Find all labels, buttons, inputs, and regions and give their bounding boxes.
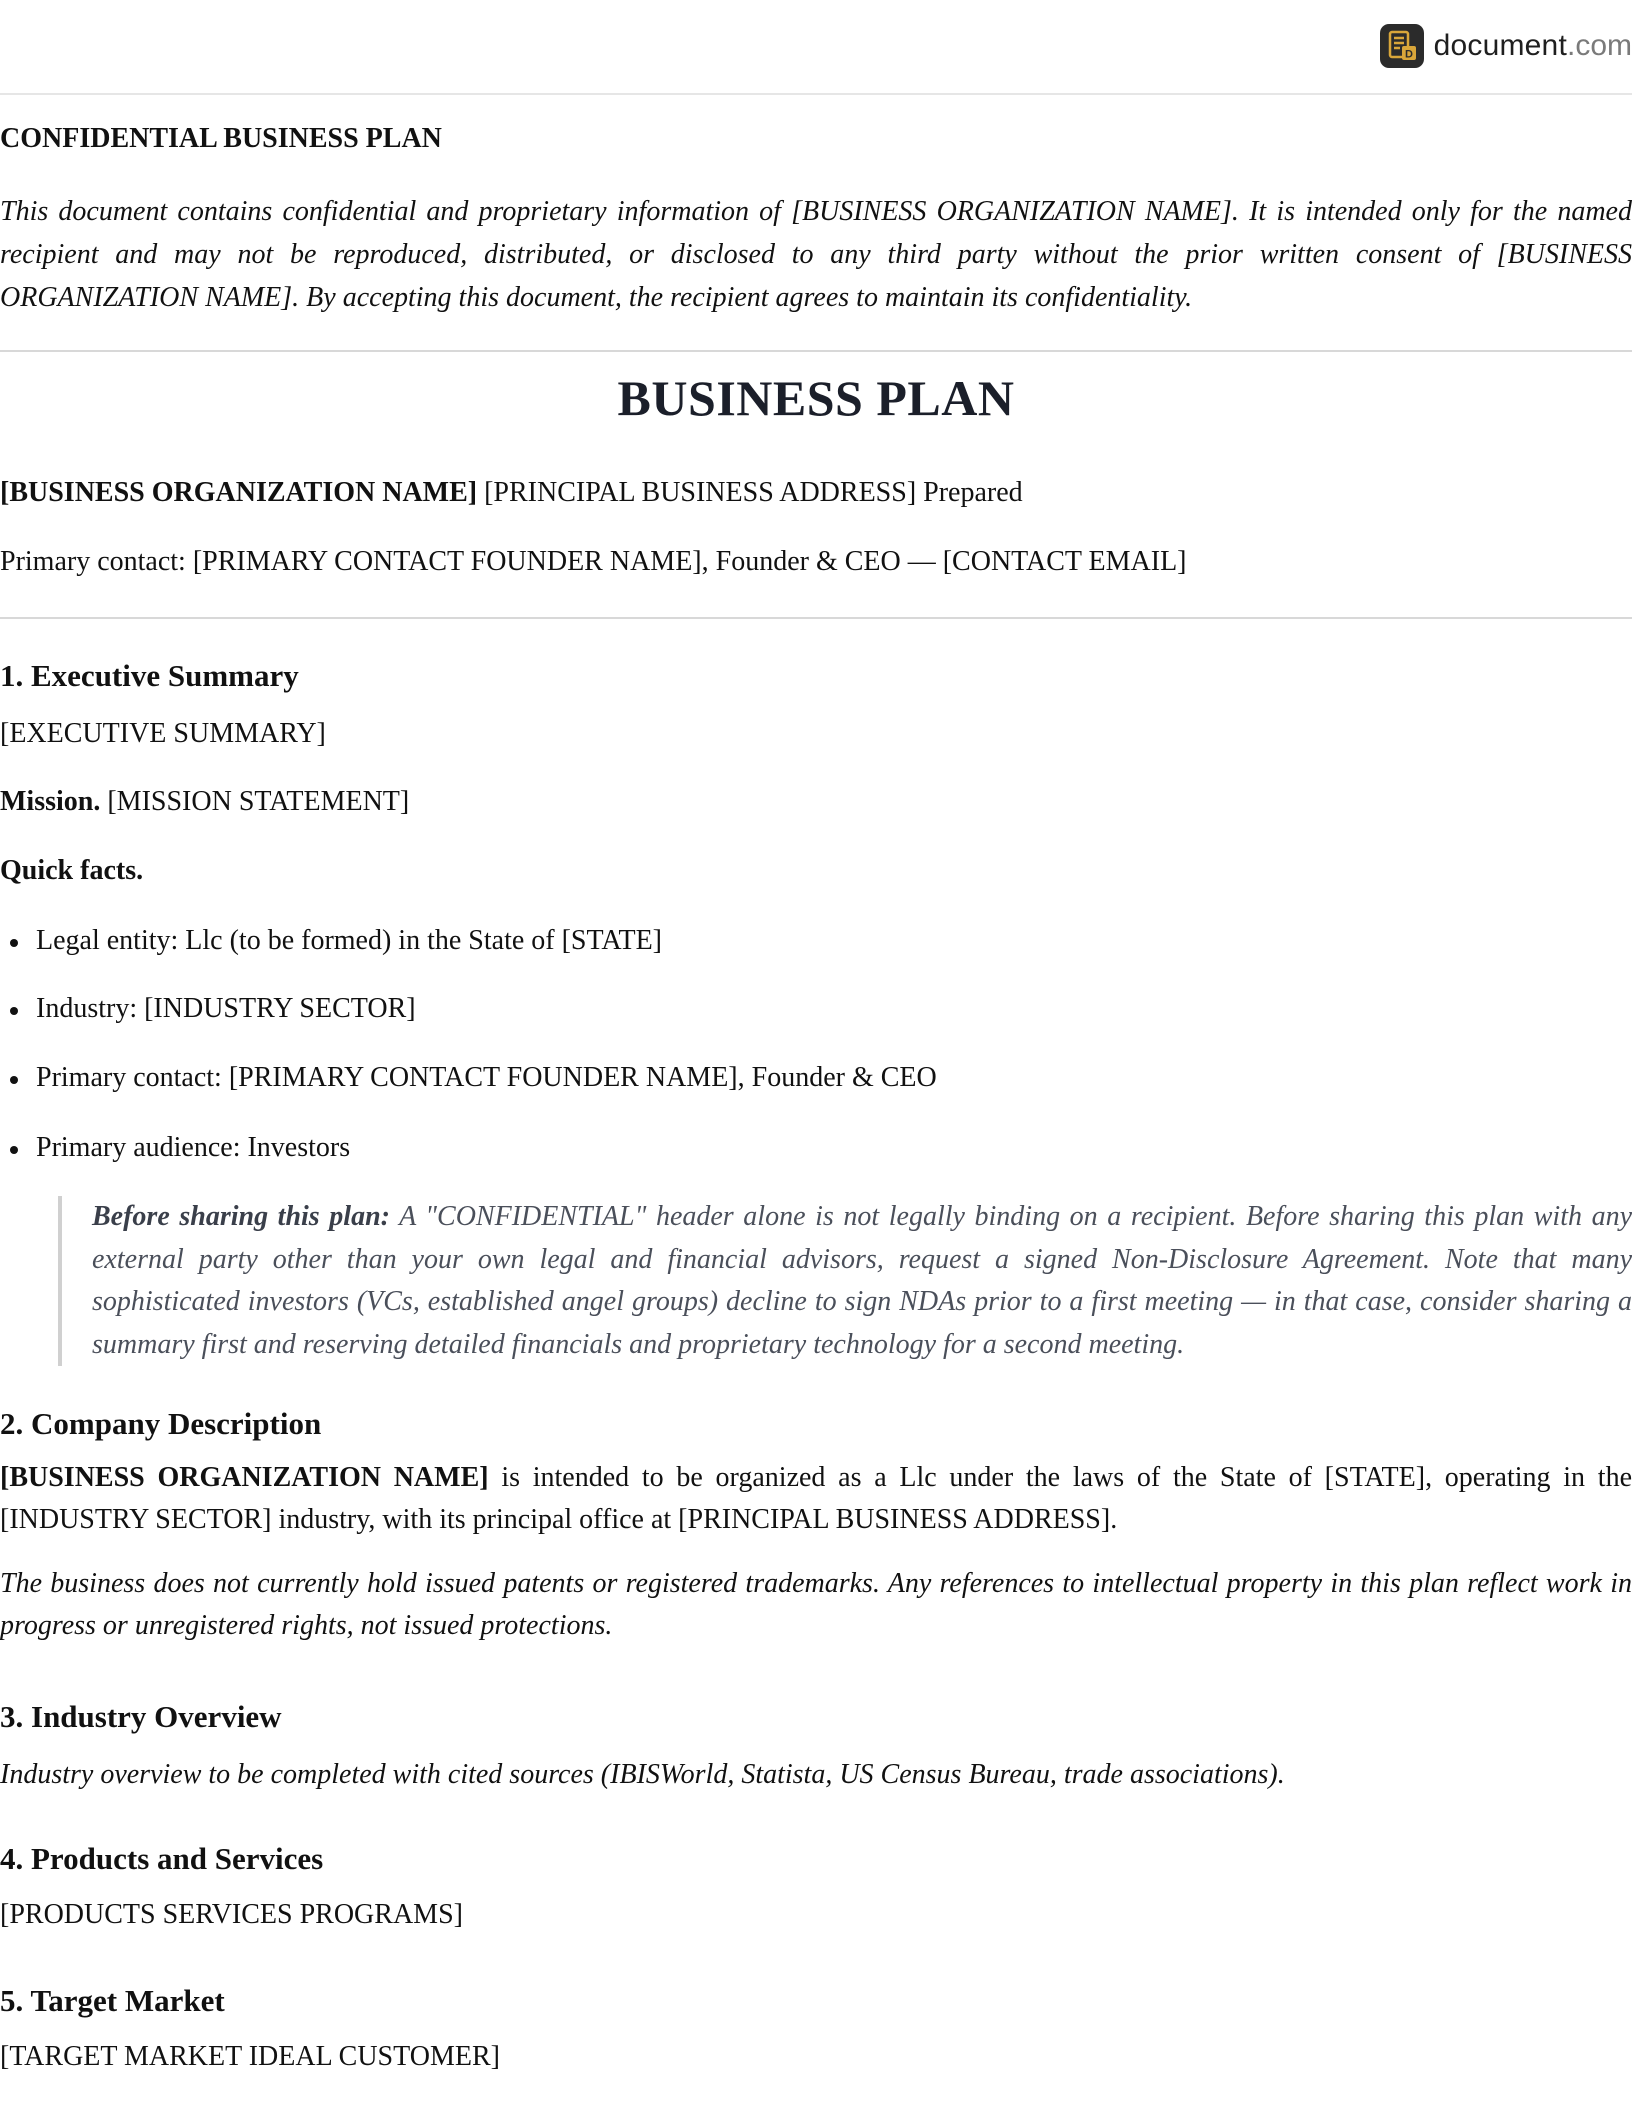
document-header xyxy=(0,0,1632,95)
callout-note xyxy=(58,1196,1632,1366)
section-heading-industry-overview: 3. Industry Overview xyxy=(0,1699,282,1734)
confidential-notice: This document contains confidential and proprietary information of [BUSINESS ORGANIZATION NAME]. It is intended only for the named recipient and may not be reproduced, distributed, or disclosed to any third party without the prior written consent of [BUSINESS ORGANIZATION NAME]. By accepting this document, the recipient agrees to maintain its confidentiality. xyxy=(0,196,1632,313)
section-heading-executive-summary: 1. Executive Summary xyxy=(0,658,299,693)
brand-tld: .com xyxy=(1566,29,1632,62)
divider xyxy=(0,617,1632,619)
section-heading-company-description: 2. Company Description xyxy=(0,1406,322,1441)
company-description-body: [BUSINESS ORGANIZATION NAME] is intended to be organized as a Llc under the laws of the State of [STATE], operating in the [INDUSTRY SECTOR] industry, with its principal office at [PRINCIPAL BUSINESS ADDRESS]. xyxy=(0,1462,1632,1535)
list-item: Legal entity: Llc (to be formed) in the State of [STATE] xyxy=(36,925,662,957)
address-line: [PRINCIPAL BUSINESS ADDRESS] Prepared xyxy=(484,477,1023,508)
mission-text: [MISSION STATEMENT] xyxy=(107,786,410,817)
ip-note: The business does not currently hold issued patents or registered trademarks. Any references to intellectual property in this plan reflect work in progress or unregistered rights, not issued protections. xyxy=(0,1568,1632,1641)
page-title: BUSINESS PLAN xyxy=(617,370,1015,426)
contact-line: Primary contact: [PRIMARY CONTACT FOUNDER NAME], Founder & CEO — [CONTACT EMAIL] xyxy=(0,546,1187,577)
bullet-icon xyxy=(10,1076,18,1084)
industry-overview-body: Industry overview to be completed with cited sources (IBISWorld, Statista, US Census Bureau, trade associations). xyxy=(0,1759,1285,1790)
products-services-body: [PRODUCTS SERVICES PROGRAMS] xyxy=(0,1899,463,1930)
mission-line xyxy=(0,786,409,818)
bullet-icon xyxy=(10,1007,18,1015)
divider xyxy=(0,350,1632,352)
section-heading-products-services: 4. Products and Services xyxy=(0,1841,324,1876)
callout-label: Before sharing this plan: xyxy=(92,1201,390,1232)
callout-text: Before sharing this plan: A "CONFIDENTIAL" header alone is not legally binding on a recipient. Before sharing this plan with any external party other than your own legal and financial advisors, request a signed Non-Disclosure Agreement. Note that many sophisticated investors (VCs, established angel groups) decline to sign NDAs prior to a first meeting — in that case, consider sharing a summary first and reserving detailed financials and proprietary technology for a second meeting. xyxy=(92,1201,1632,1360)
mission-label: Mission. xyxy=(0,786,101,817)
brand[interactable] xyxy=(1380,24,1632,68)
target-market-body: [TARGET MARKET IDEAL CUSTOMER] xyxy=(0,2041,500,2072)
bullet-icon xyxy=(10,1146,18,1154)
org-name: [BUSINESS ORGANIZATION NAME] xyxy=(0,477,478,508)
section-heading-target-market: 5. Target Market xyxy=(0,1983,225,2018)
svg-text:D: D xyxy=(1404,48,1413,61)
list-item: Primary contact: [PRIMARY CONTACT FOUNDER NAME], Founder & CEO xyxy=(36,1062,937,1094)
org-name: [BUSINESS ORGANIZATION NAME] xyxy=(0,1462,489,1493)
brand-name: document xyxy=(1433,29,1567,62)
org-address-line xyxy=(0,477,1023,509)
confidential-title: CONFIDENTIAL BUSINESS PLAN xyxy=(0,123,442,154)
bullet-icon xyxy=(10,939,18,947)
list-item: Primary audience: Investors xyxy=(36,1132,350,1164)
list-item: Industry: [INDUSTRY SECTOR] xyxy=(36,993,416,1025)
document-logo-icon xyxy=(1380,24,1424,68)
quick-facts-label: Quick facts. xyxy=(0,855,144,886)
executive-summary-body: [EXECUTIVE SUMMARY] xyxy=(0,718,326,749)
